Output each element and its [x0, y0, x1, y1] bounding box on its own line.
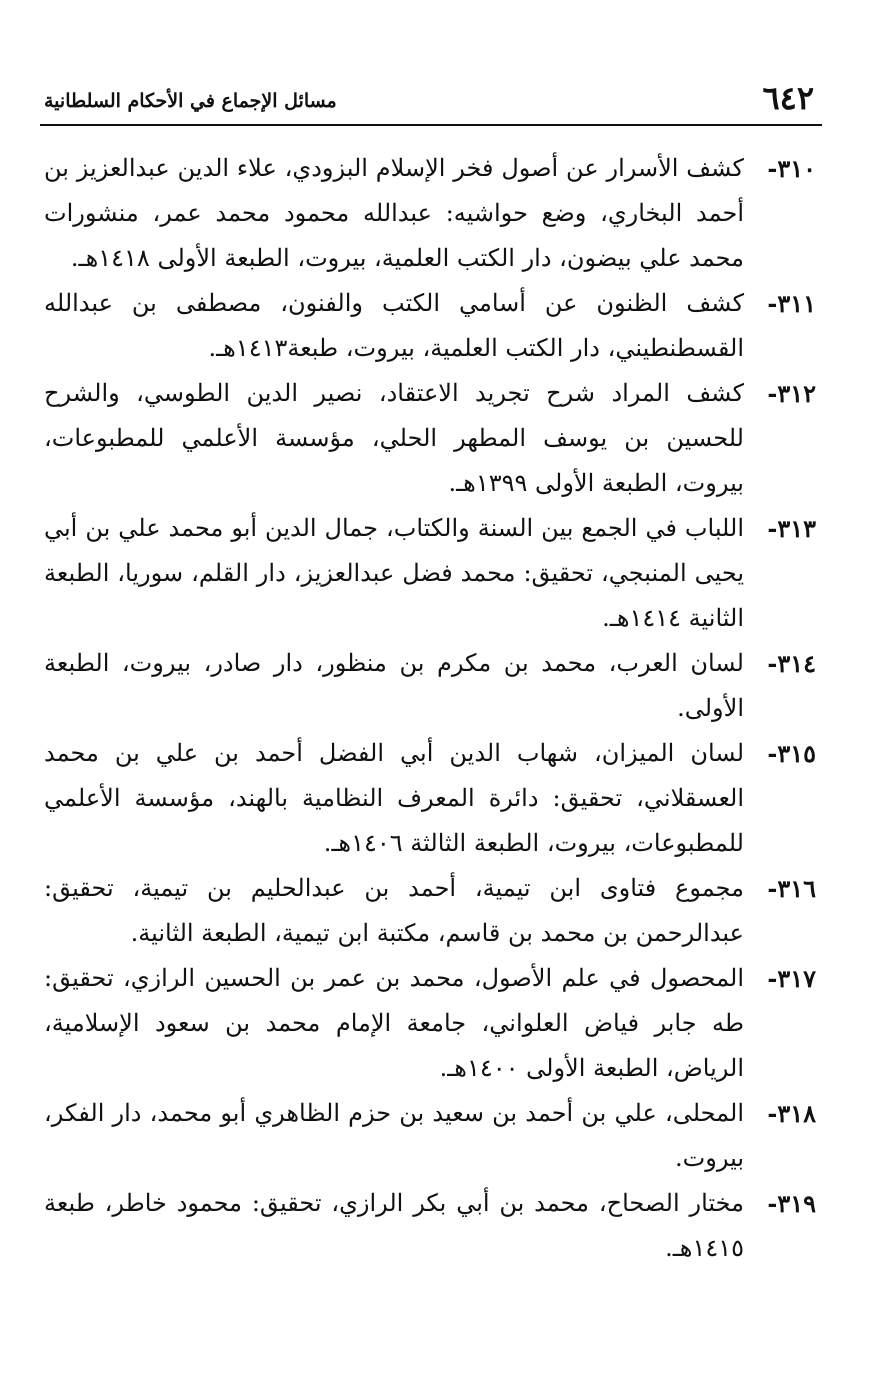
reference-number: ٣١٦-: [767, 874, 816, 903]
reference-number: ٣١٨-: [767, 1099, 816, 1128]
reference-entry: [44, 1181, 816, 1271]
reference-entry: [44, 146, 816, 281]
reference-number: ٣١٠-: [767, 154, 816, 183]
reference-entry: [44, 281, 816, 371]
reference-text: كشف المراد شرح تجريد الاعتقاد، نصير الدين الطوسي، والشرح للحسين بن يوسف المطهر الحلي، مؤسسة الأعلمي للمطبوعات، بيروت، الطبعة الأولى ١٣٩٩هـ.: [44, 379, 744, 497]
reference-entry: [44, 641, 816, 731]
reference-entry: [44, 506, 816, 641]
reference-number: ٣١٧-: [767, 964, 816, 993]
reference-number: ٣١٥-: [767, 739, 816, 768]
reference-text: كشف الظنون عن أسامي الكتب والفنون، مصطفى بن عبدالله القسطنطيني، دار الكتب العلمية، بيروت، طبعة١٤١٣هـ.: [44, 289, 744, 362]
reference-text: لسان العرب، محمد بن مكرم بن منظور، دار صادر، بيروت، الطبعة الأولى.: [44, 649, 744, 722]
reference-number: ٣١٩-: [767, 1189, 816, 1218]
reference-entry: [44, 371, 816, 506]
reference-list: [44, 146, 816, 1271]
reference-text: لسان الميزان، شهاب الدين أبي الفضل أحمد بن علي بن محمد العسقلاني، تحقيق: دائرة المعرف النظامية بالهند، مؤسسة الأعلمي للمطبوعات، بيروت، الطبعة الثالثة ١٤٠٦هـ.: [44, 739, 745, 857]
reference-number: ٣١٢-: [767, 379, 816, 408]
reference-entry: [44, 731, 816, 866]
reference-number: ٣١٤-: [767, 649, 816, 678]
reference-text: اللباب في الجمع بين السنة والكتاب، جمال الدين أبو محمد علي بن أبي يحيى المنبجي، تحقيق: محمد فضل عبدالعزيز، دار القلم، سوريا، الطبعة الثانية ١٤١٤هـ.: [44, 514, 744, 632]
reference-text: كشف الأسرار عن أصول فخر الإسلام البزودي، علاء الدين عبدالعزيز بن أحمد البخاري، وضع حواشيه: عبدالله محمود محمد عمر، منشورات محمد علي بيضون، دار الكتب العلمية، بيروت، الطبعة الأولى ١٤١٨هـ.: [44, 154, 744, 272]
reference-number: ٣١٣-: [767, 514, 816, 543]
running-title: مسائل الإجماع في الأحكام السلطانية: [44, 90, 337, 112]
reference-number: ٣١١-: [767, 289, 816, 318]
reference-entry: [44, 1091, 816, 1181]
reference-text: مختار الصحاح، محمد بن أبي بكر الرازي، تحقيق: محمود خاطر، طبعة ١٤١٥هـ.: [44, 1189, 744, 1262]
page-header: [40, 78, 822, 126]
reference-text: المحصول في علم الأصول، محمد بن عمر بن الحسين الرازي، تحقيق: طه جابر فياض العلواني، جامعة الإمام محمد بن سعود الإسلامية، الرياض، الطبعة الأولى ١٤٠٠هـ.: [44, 964, 744, 1082]
reference-text: مجموع فتاوى ابن تيمية، أحمد بن عبدالحليم بن تيمية، تحقيق: عبدالرحمن بن محمد بن قاسم، مكتبة ابن تيمية، الطبعة الثانية.: [44, 874, 745, 947]
page-number: ٦٤٢: [762, 79, 814, 117]
reference-text: المحلى، علي بن أحمد بن سعيد بن حزم الظاهري أبو محمد، دار الفكر، بيروت.: [44, 1099, 744, 1172]
reference-entry: [44, 866, 816, 956]
reference-entry: [44, 956, 816, 1091]
